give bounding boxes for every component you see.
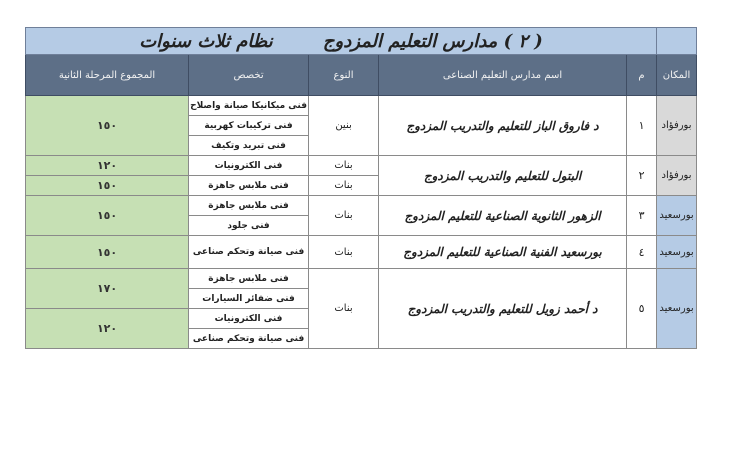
type-cell: بنات	[309, 196, 379, 236]
schools-table	[25, 27, 697, 349]
num-cell: ٤	[627, 236, 657, 269]
school-cell: البتول للتعليم والتدريب المزدوج	[379, 156, 627, 196]
table-row	[26, 269, 697, 289]
header-school: اسم مدارس التعليم الصناعى	[379, 55, 627, 96]
spec-cell: فنى تبريد وتكيف	[189, 136, 309, 156]
header-type: النوع	[309, 55, 379, 96]
table-row	[26, 156, 697, 176]
place-cell: بورسعيد	[657, 196, 697, 236]
title-main: ( ٢ ) مدارس التعليم المزدوج	[322, 30, 543, 52]
spec-cell: فنى ملابس جاهزة	[189, 176, 309, 196]
total-cell: ١٥٠	[26, 236, 189, 269]
total-cell: ١٢٠	[26, 309, 189, 349]
table-row	[26, 96, 697, 116]
header-row	[26, 55, 697, 96]
table-row	[26, 236, 697, 269]
place-cell: بورسعيد	[657, 236, 697, 269]
place-cell: بورفؤاد	[657, 156, 697, 196]
spec-cell: فنى صيانة وتحكم صناعى	[189, 236, 309, 269]
school-cell: د فاروق الباز للتعليم والتدريب المزدوج	[379, 96, 627, 156]
type-cell: بنات	[309, 156, 379, 176]
place-cell: بورسعيد	[657, 269, 697, 349]
title-sub: نظام ثلاث سنوات	[139, 30, 273, 52]
place-cell: بورفؤاد	[657, 96, 697, 156]
table-title	[26, 28, 657, 55]
num-cell: ٥	[627, 269, 657, 349]
header-num: م	[627, 55, 657, 96]
spec-cell: فنى ملابس جاهزة	[189, 196, 309, 216]
total-cell: ١٥٠	[26, 196, 189, 236]
type-cell: بنات	[309, 176, 379, 196]
header-spec: تخصص	[189, 55, 309, 96]
spec-cell: فنى الكترونيات	[189, 156, 309, 176]
schools-table-sheet	[25, 27, 696, 410]
spec-cell: فنى ضفائر السيارات	[189, 289, 309, 309]
spec-cell: فنى تركيبات كهربية	[189, 116, 309, 136]
school-cell: بورسعيد الفنية الصناعية للتعليم المزدوج	[379, 236, 627, 269]
total-cell: ١٢٠	[26, 156, 189, 176]
spec-cell: فنى صيانة وتحكم صناعى	[189, 329, 309, 349]
total-cell: ١٥٠	[26, 96, 189, 156]
num-cell: ٣	[627, 196, 657, 236]
school-cell: د أحمد زويل للتعليم والتدريب المزدوج	[379, 269, 627, 349]
title-corner-cell	[657, 28, 697, 55]
title-row	[26, 28, 697, 55]
num-cell: ٢	[627, 156, 657, 196]
spec-cell: فنى جلود	[189, 216, 309, 236]
total-cell: ١٥٠	[26, 176, 189, 196]
type-cell: بنات	[309, 269, 379, 349]
num-cell: ١	[627, 96, 657, 156]
table-row	[26, 196, 697, 216]
header-place: المكان	[657, 55, 697, 96]
spec-cell: فنى ميكانيكا صيانة واصلاح	[189, 96, 309, 116]
total-cell: ١٧٠	[26, 269, 189, 309]
type-cell: بنين	[309, 96, 379, 156]
type-cell: بنات	[309, 236, 379, 269]
header-total: المجموع المرحلة الثانية	[26, 55, 189, 96]
spec-cell: فنى ملابس جاهزة	[189, 269, 309, 289]
spec-cell: فنى الكترونيات	[189, 309, 309, 329]
school-cell: الزهور الثانوية الصناعية للتعليم المزدوج	[379, 196, 627, 236]
